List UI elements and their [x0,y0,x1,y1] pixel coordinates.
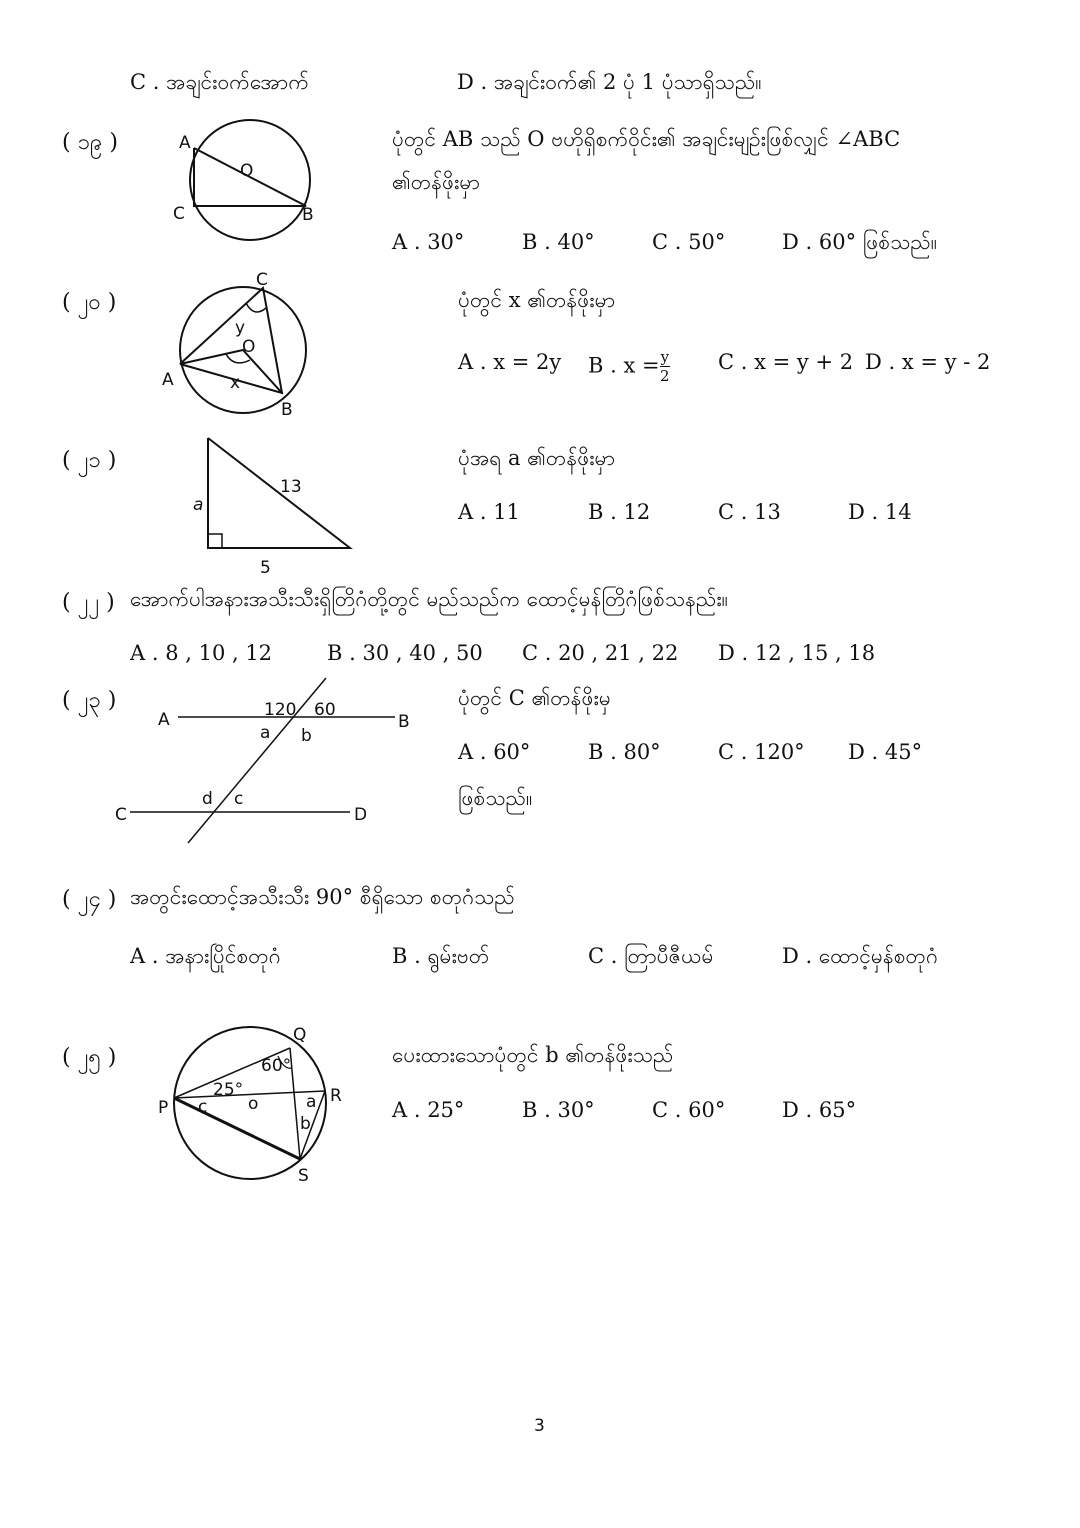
q19-option-a: A . 30° [392,230,465,254]
q19-label-b: B [302,205,314,225]
q23-label-a: a [260,723,271,743]
q19-question-line2: ၏တန်ဖိုးမှာ [392,170,480,194]
q23-label-60: 60 [314,700,336,720]
page-number: 3 [534,1416,545,1436]
q23-tail: ဖြစ်သည်။ [458,786,533,810]
q19-diagram [160,120,330,250]
q20-option-a: A . x = 2y [458,350,562,374]
q25-label-25: 25° [213,1080,244,1100]
q20-question: ပုံတွင် x ၏တန်ဖိုးမှာ [458,288,616,312]
q21-label-side-a: a [193,495,204,515]
q25-option-a: A . 25° [392,1098,465,1122]
q25-label-60: 60° [261,1056,292,1076]
q24-option-d: D . ထောင့်မှန်စတုဂံ [782,944,938,968]
q22-option-c: C . 20 , 21 , 22 [522,641,679,665]
q23-label-point-d: D [354,805,368,825]
q21-label-base: 5 [260,558,271,578]
q17-option-c: C . အချင်းဝက်အောက် [130,70,309,94]
q20-label-y: y [235,318,246,338]
q20-option-b-numerator: y [660,348,670,366]
q24-option-a: A . အနားပြိုင်စတုဂံ [130,944,281,968]
q25-label-c: c [198,1097,208,1117]
q25-number: ( ၂၅ ) [62,1045,117,1070]
q20-option-b-prefix: B . x = [588,353,660,378]
q19-label-o: O [240,161,254,181]
q25-label-b: b [300,1114,311,1134]
q23-label-d: d [202,789,213,809]
q20-diagram [160,268,320,423]
q24-number: ( ၂၄ ) [62,887,117,912]
q25-label-r: R [330,1086,342,1106]
q23-label-c: c [234,789,244,809]
q25-label-p: P [158,1098,169,1118]
q25-option-b: B . 30° [522,1098,595,1122]
q19-number: ( ၁၉ ) [62,130,118,155]
q21-number: ( ၂၁ ) [62,448,117,473]
q20-label-c: C [256,270,268,290]
q23-diagram [110,675,410,850]
q24-option-b: B . ရွမ်းဗတ် [392,944,490,968]
q22-number: ( ၂၂ ) [62,590,115,615]
q25-option-d: D . 65° [782,1098,857,1122]
q20-option-c: C . x = y + 2 [718,350,854,374]
q24-option-c: C . တြာပီဇီယမ် [588,944,714,968]
q23-label-point-c: C [115,805,127,825]
q23-label-b: b [301,726,312,746]
q23-option-a: A . 60° [458,740,531,764]
q17-option-d: D . အချင်းဝက်၏ 2 ပုံ 1 ပုံသာရှိသည်။ [457,70,762,94]
q19-label-c: C [173,204,185,224]
q20-label-a: A [162,370,174,390]
q25-diagram [150,1020,350,1190]
q23-label-point-a: A [158,710,170,730]
q19-option-b: B . 40° [522,230,595,254]
q20-option-b-fraction [660,350,670,384]
q20-label-x: x [230,373,241,393]
q21-diagram [190,432,360,582]
q23-label-point-b: B [398,712,410,732]
q24-question: အတွင်းထောင့်အသီးသီး 90° စီရှိသော စတုဂံသည် [130,885,515,909]
q23-question: ပုံတွင် C ၏တန်ဖိုးမှ [458,686,611,710]
q25-label-a: a [306,1092,317,1112]
q21-option-a: A . 11 [458,500,520,524]
q22-option-a: A . 8 , 10 , 12 [130,641,273,665]
q20-label-o: O [242,337,256,357]
q25-option-c: C . 60° [652,1098,726,1122]
q22-option-b: B . 30 , 40 , 50 [327,641,483,665]
q23-label-120: 120 [264,700,297,720]
q22-option-d: D . 12 , 15 , 18 [718,641,876,665]
q20-option-d: D . x = y - 2 [865,350,991,374]
q23-number: ( ၂၃ ) [62,688,117,713]
q23-option-d: D . 45° [848,740,923,764]
q25-question: ပေးထားသောပုံတွင် b ၏တန်ဖိုးသည် [392,1043,674,1067]
q23-option-b: B . 80° [588,740,661,764]
q19-option-c: C . 50° [652,230,726,254]
q20-number: ( ၂၀ ) [62,290,117,315]
q21-label-hypotenuse: 13 [280,477,302,497]
q19-option-d: D . 60° ဖြစ်သည်။ [782,230,938,254]
q23-option-c: C . 120° [718,740,805,764]
q19-question-line1: ပုံတွင် AB သည် O ဗဟိုရှိစက်ဝိုင်း၏ အချင်းမျဉ်းဖြစ်လျှင် ∠ABC [392,127,901,151]
q21-option-c: C . 13 [718,500,781,524]
q19-label-a: A [179,133,191,153]
q20-option-b-denominator: 2 [660,367,670,385]
q20-option-b [588,350,670,384]
q21-option-b: B . 12 [588,500,651,524]
q20-label-b: B [281,400,293,420]
q25-label-q: Q [293,1025,307,1045]
q21-option-d: D . 14 [848,500,912,524]
q22-question: အောက်ပါအနားအသီးသီးရှိတြိဂံတို့တွင် မည်သည်က ထောင့်မှန်တြိဂံဖြစ်သနည်း။ [130,587,729,611]
q25-label-o: o [248,1094,259,1114]
q25-label-s: S [298,1166,309,1186]
q21-question: ပုံအရ a ၏တန်ဖိုးမှာ [458,446,616,470]
